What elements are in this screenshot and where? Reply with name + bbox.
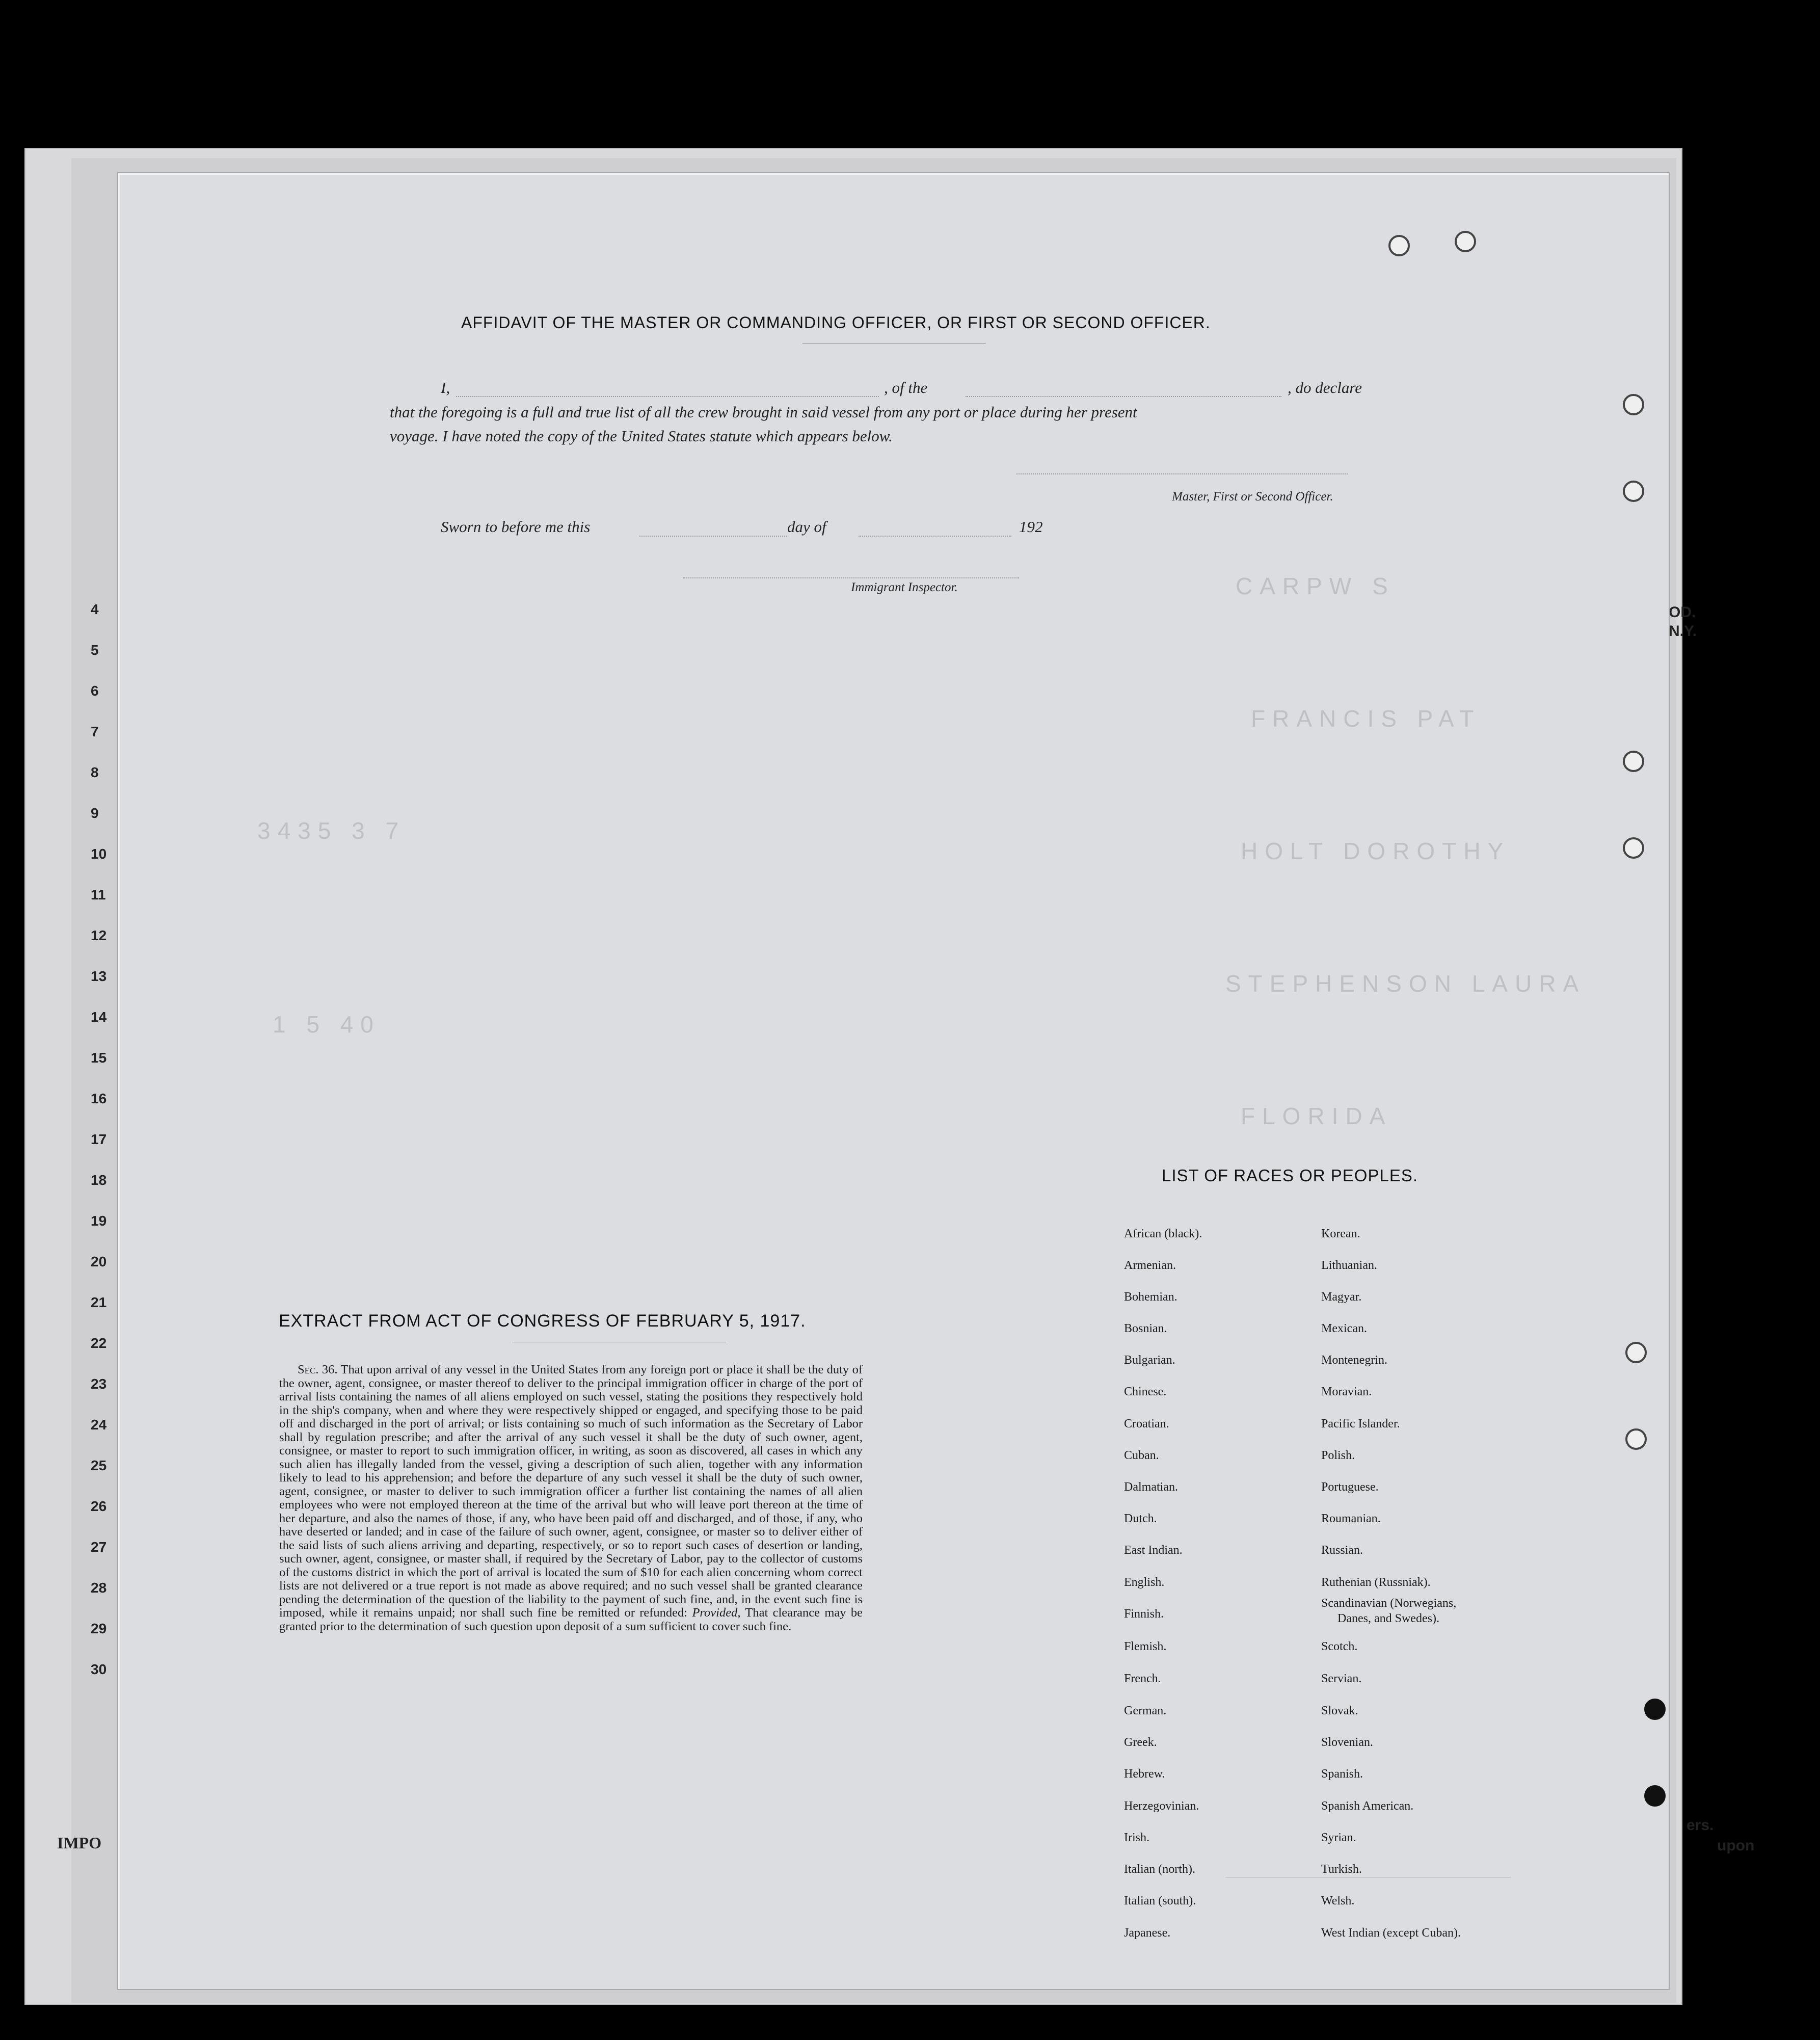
race-item: Pacific Islander. [1321, 1417, 1400, 1430]
race-item: French. [1124, 1672, 1161, 1685]
statute-text [279, 1363, 863, 1633]
bleed-through-text: CARPW S [1236, 573, 1395, 599]
race-item: Armenian. [1124, 1259, 1176, 1272]
statute-body: 36. That upon arrival of any vessel in the United States from any foreign port or place it shall be the duty of the owner, agent, consignee, or master thereof to deliver to the principal immigration officer in charge of the port of arrival lists containing the names of all aliens employed on such vessel, stating the positions they respectively hold in the ship's company, when and where they were respectively shipped or engaged, and specifying those to be paid off and discharged in the port of arrival; or lists containing so much of such information as the Secretary of Labor shall by regulation prescribe; and after the arrival of any such vessel it shall be the duty of such owner, agent, consignee, or master to report to such immigration officer, in writing, as soon as discovered, all cases in which any such alien has illegally landed from the vessel, giving a description of such alien, together with any information likely to lead to his apprehension; and before the departure of any such vessel it shall be the duty of such owner, agent, consignee, or master to deliver to such immigration officer a further list containing the names of all alien employees who were not employed thereon at the time of the arrival but who will leave port thereon at the time of her departure, and also the names of those, if any, who have been paid off and discharged, and of those, if any, who have deserted or landed; and in case of the failure of such owner, agent, consignee, or master so to deliver either of the said lists of such aliens arriving and departing, respectively, or so to report such cases of desertion or landing, such owner, agent, consignee, or master shall, if required by the Secretary of Labor, pay to the collector of customs of the customs district in which the port of arrival is located the sum of $10 for each alien concerning whom correct lists are not delivered or a true report is not made as above required; and no such vessel shall be granted clearance pending the determination of the question of the liability to the payment of such fine, and, in the event such fine is imposed, while it remains unpaid; nor shall such fine be remitted or refunded: [279, 1363, 863, 1620]
race-item: Ruthenian (Russniak). [1321, 1576, 1431, 1589]
affidavit-line3: voyage. I have noted the copy of the United States statute which appears below. [390, 427, 893, 445]
race-item: Portuguese. [1321, 1480, 1379, 1494]
punch-hole [1623, 394, 1644, 415]
statute-tail: That clearance may be granted prior to the determination of such question upon deposit of a sum sufficient to cover such fine. [279, 1606, 863, 1633]
race-item: Irish. [1124, 1831, 1149, 1844]
manifest-row-number: 14 [91, 1009, 107, 1025]
extract-title: EXTRACT FROM ACT OF CONGRESS OF FEBRUARY 5, 1917. [279, 1311, 806, 1331]
race-item: Finnish. [1124, 1607, 1164, 1621]
race-item: Bosnian. [1124, 1322, 1167, 1335]
inspector-signature-label: Immigrant Inspector. [851, 580, 958, 594]
margin-text-ny: N.Y. [1669, 623, 1697, 640]
manifest-row-number: 26 [91, 1498, 107, 1514]
officer-name-field[interactable] [456, 396, 879, 397]
punch-hole [1625, 1428, 1647, 1450]
punch-hole [1455, 231, 1476, 252]
punch-hole [1623, 751, 1644, 772]
bleed-through-text: 3435 3 7 [257, 817, 406, 844]
margin-text-od: OD. [1669, 604, 1696, 621]
manifest-row-number: 20 [91, 1254, 107, 1269]
race-item: Spanish. [1321, 1767, 1363, 1781]
manifest-row-number: 19 [91, 1213, 107, 1229]
manifest-row-number: 24 [91, 1417, 107, 1433]
race-item: Servian. [1321, 1672, 1362, 1685]
punch-hole [1623, 837, 1644, 859]
race-item: Slovak. [1321, 1704, 1358, 1717]
race-item: Herzegovinian. [1124, 1799, 1199, 1813]
manifest-row-number: 8 [91, 764, 99, 780]
manifest-row-number: 17 [91, 1131, 107, 1147]
race-item: Welsh. [1321, 1894, 1355, 1907]
manifest-row-number: 15 [91, 1050, 107, 1066]
affidavit-line2: that the foregoing is a full and true list of all the crew brought in said vessel from any port or place during her present [390, 403, 1137, 421]
master-signature-label: Master, First or Second Officer. [1172, 490, 1333, 504]
day-of-text: day of [787, 518, 826, 536]
sworn-month-field[interactable] [859, 536, 1011, 537]
affidavit-line1-mid: , of the [884, 379, 928, 396]
manifest-row-number: 4 [91, 601, 99, 617]
manifest-row-number: 25 [91, 1458, 107, 1473]
race-item: Magyar. [1321, 1290, 1362, 1304]
bleed-through-text: HOLT DOROTHY [1241, 838, 1511, 864]
races-title: LIST OF RACES OR PEOPLES. [1162, 1166, 1418, 1185]
race-item: Bulgarian. [1124, 1354, 1175, 1367]
race-item: Scotch. [1321, 1640, 1358, 1653]
manifest-row-number: 12 [91, 928, 107, 943]
race-item: Chinese. [1124, 1385, 1167, 1398]
manifest-row-number: 10 [91, 846, 107, 862]
race-item: Italian (south). [1124, 1894, 1196, 1907]
manifest-row-number: 30 [91, 1661, 107, 1677]
manifest-row-number: 6 [91, 683, 99, 699]
sec-label: Sec. [298, 1363, 319, 1376]
manifest-row-number: 16 [91, 1091, 107, 1106]
vessel-name-field[interactable] [966, 396, 1281, 397]
manifest-row-number: 5 [91, 642, 99, 658]
manifest-row-number: 11 [91, 887, 106, 903]
manifest-row-number: 7 [91, 724, 99, 739]
bleed-through-text: FRANCIS PAT [1251, 705, 1481, 732]
race-item: German. [1124, 1704, 1167, 1717]
race-item: Lithuanian. [1321, 1259, 1377, 1272]
sworn-day-field[interactable] [639, 536, 787, 537]
manifest-row-number: 13 [91, 968, 107, 984]
race-item: Greek. [1124, 1736, 1157, 1749]
punch-hole [1644, 1699, 1666, 1720]
race-scandinavian-continued: Danes, and Swedes). [1337, 1612, 1439, 1625]
affidavit-title: AFFIDAVIT OF THE MASTER OR COMMANDING OFFICER, OR FIRST OR SECOND OFFICER. [461, 313, 1211, 332]
punch-hole [1644, 1785, 1666, 1807]
race-item: Dutch. [1124, 1512, 1157, 1525]
race-item: West Indian (except Cuban). [1321, 1926, 1461, 1940]
bleed-through-text: FLORIDA [1241, 1103, 1393, 1129]
race-item: Dalmatian. [1124, 1480, 1178, 1494]
race-item: Hebrew. [1124, 1767, 1165, 1781]
race-item: Italian (north). [1124, 1863, 1195, 1876]
statute-provided: Provided, [692, 1606, 741, 1620]
bleed-through-text: STEPHENSON LAURA [1225, 970, 1586, 997]
race-item: Scandinavian (Norwegians, [1321, 1597, 1457, 1610]
affidavit-line1-start: I, [441, 379, 450, 396]
race-item: Roumanian. [1321, 1512, 1381, 1525]
race-item: Croatian. [1124, 1417, 1169, 1430]
manifest-row-number: 29 [91, 1621, 107, 1636]
race-item: Polish. [1321, 1449, 1355, 1462]
sworn-text: Sworn to before me this [441, 518, 591, 536]
manifest-row-number: 23 [91, 1376, 107, 1392]
race-item: Bohemian. [1124, 1290, 1177, 1304]
race-item: Russian. [1321, 1544, 1363, 1557]
margin-text-upon: upon [1717, 1837, 1755, 1854]
margin-text-ers: ers. [1687, 1817, 1714, 1834]
race-item: English. [1124, 1576, 1165, 1589]
manifest-row-numbers [24, 153, 121, 1988]
punch-hole [1625, 1342, 1647, 1363]
race-item: Flemish. [1124, 1640, 1167, 1653]
manifest-row-number: 9 [91, 805, 99, 821]
year-text: 192 [1019, 518, 1043, 536]
punch-hole [1623, 481, 1644, 502]
race-item: Spanish American. [1321, 1799, 1414, 1813]
race-item: Japanese. [1124, 1926, 1171, 1940]
manifest-row-number: 27 [91, 1539, 107, 1555]
manifest-row-number: 21 [91, 1294, 107, 1310]
race-item: Montenegrin. [1321, 1354, 1387, 1367]
manifest-row-number: 28 [91, 1580, 107, 1596]
race-item: African (black). [1124, 1227, 1202, 1240]
race-item: Slovenian. [1321, 1736, 1373, 1749]
manifest-row-number: 22 [91, 1335, 107, 1351]
race-item: Syrian. [1321, 1831, 1356, 1844]
master-signature-line[interactable] [1016, 473, 1348, 474]
race-item: East Indian. [1124, 1544, 1183, 1557]
punch-hole [1388, 235, 1410, 256]
affidavit-sheet [118, 173, 1669, 1989]
margin-text-impo: IMPO [57, 1834, 102, 1852]
race-item: Moravian. [1321, 1385, 1372, 1398]
affidavit-line1-end: , do declare [1288, 379, 1362, 396]
race-item: Mexican. [1321, 1322, 1367, 1335]
inspector-signature-line[interactable] [683, 577, 1019, 578]
race-item: Cuban. [1124, 1449, 1159, 1462]
race-item: Korean. [1321, 1227, 1360, 1240]
race-item: Turkish. [1321, 1863, 1362, 1876]
manifest-row-number: 18 [91, 1172, 107, 1188]
bleed-through-text: 1 5 40 [273, 1011, 381, 1038]
